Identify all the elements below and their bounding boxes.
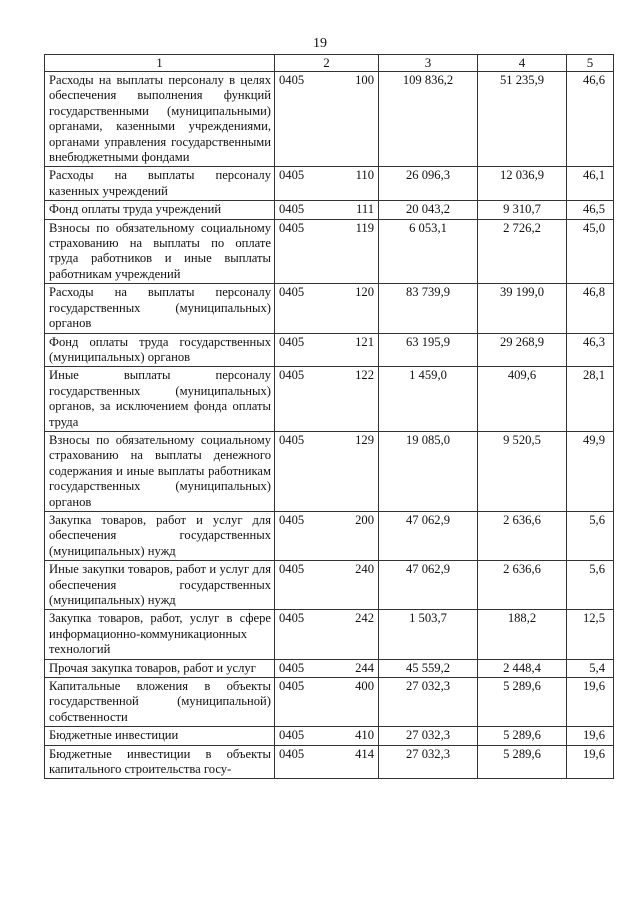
expense-kind-code: 120 xyxy=(355,285,374,300)
section-code: 0405 xyxy=(279,728,305,743)
expense-kind-code: 240 xyxy=(355,562,374,577)
percent-value: 28,1 xyxy=(567,367,614,432)
expense-name: Бюджетные инвестиции xyxy=(45,727,275,745)
expense-kind-code: 242 xyxy=(355,611,374,626)
section-code: 0405 xyxy=(279,368,305,383)
fact-value: 2 636,6 xyxy=(478,561,567,610)
section-code: 0405 xyxy=(279,334,305,349)
fact-value: 2 448,4 xyxy=(478,659,567,677)
plan-value: 19 085,0 xyxy=(379,431,478,511)
percent-value: 5,4 xyxy=(567,659,614,677)
fact-value: 2 726,2 xyxy=(478,219,567,284)
expense-kind-code: 414 xyxy=(355,746,374,761)
expense-kind-code: 110 xyxy=(355,168,374,183)
table-row xyxy=(45,167,614,201)
table-row xyxy=(45,610,614,659)
code-cell xyxy=(275,659,379,677)
plan-value: 109 836,2 xyxy=(379,72,478,167)
expense-name: Закупка товаров, работ и услуг для обеспечения государственных (муниципальных) нужд xyxy=(45,511,275,560)
plan-value: 26 096,3 xyxy=(379,167,478,201)
table-row xyxy=(45,431,614,511)
percent-value: 5,6 xyxy=(567,561,614,610)
fact-value: 5 289,6 xyxy=(478,727,567,745)
code-cell xyxy=(275,678,379,727)
code-cell xyxy=(275,511,379,560)
code-cell xyxy=(275,167,379,201)
code-cell xyxy=(275,219,379,284)
fact-value: 2 636,6 xyxy=(478,511,567,560)
code-cell xyxy=(275,333,379,367)
fact-value: 9 310,7 xyxy=(478,201,567,219)
percent-value: 12,5 xyxy=(567,610,614,659)
table-row xyxy=(45,219,614,284)
table-row xyxy=(45,511,614,560)
code-cell xyxy=(275,367,379,432)
expense-kind-code: 100 xyxy=(355,73,374,87)
code-cell xyxy=(275,72,379,167)
table-row xyxy=(45,284,614,333)
section-code: 0405 xyxy=(279,73,305,87)
expense-kind-code: 200 xyxy=(355,512,374,527)
expense-kind-code: 121 xyxy=(355,334,374,349)
column-header: 4 xyxy=(478,55,567,72)
table-row xyxy=(45,561,614,610)
plan-value: 83 739,9 xyxy=(379,284,478,333)
expense-name: Расходы на выплаты персоналу казенных учреждений xyxy=(45,167,275,201)
expense-name: Иные закупки товаров, работ и услуг для обеспечения государственных (муниципальных) нужд xyxy=(45,561,275,610)
plan-value: 6 053,1 xyxy=(379,219,478,284)
percent-value: 46,8 xyxy=(567,284,614,333)
fact-value: 39 199,0 xyxy=(478,284,567,333)
table-row xyxy=(45,367,614,432)
section-code: 0405 xyxy=(279,168,305,183)
percent-value: 19,6 xyxy=(567,745,614,779)
expense-kind-code: 111 xyxy=(356,202,374,217)
percent-value: 46,3 xyxy=(567,333,614,367)
expense-name: Капитальные вложения в объекты государственной (муниципальной) собственности xyxy=(45,678,275,727)
section-code: 0405 xyxy=(279,202,305,217)
fact-value: 29 268,9 xyxy=(478,333,567,367)
plan-value: 27 032,3 xyxy=(379,727,478,745)
plan-value: 1 459,0 xyxy=(379,367,478,432)
percent-value: 49,9 xyxy=(567,431,614,511)
section-code: 0405 xyxy=(279,611,305,626)
expense-name: Взносы по обязательному социальному страхованию на выплаты по оплате труда работников и иные выплаты работникам учреждений xyxy=(45,219,275,284)
table-row xyxy=(45,72,614,167)
expense-kind-code: 410 xyxy=(355,728,374,743)
plan-value: 45 559,2 xyxy=(379,659,478,677)
fact-value: 188,2 xyxy=(478,610,567,659)
fact-value: 409,6 xyxy=(478,367,567,432)
fact-value: 9 520,5 xyxy=(478,431,567,511)
table-row xyxy=(45,745,614,779)
section-code: 0405 xyxy=(279,285,305,300)
code-cell xyxy=(275,727,379,745)
section-code: 0405 xyxy=(279,562,305,577)
budget-table xyxy=(44,54,614,779)
plan-value: 63 195,9 xyxy=(379,333,478,367)
page-number: 19 xyxy=(313,36,327,51)
plan-value: 27 032,3 xyxy=(379,745,478,779)
expense-kind-code: 129 xyxy=(355,432,374,447)
fact-value: 5 289,6 xyxy=(478,678,567,727)
expense-kind-code: 122 xyxy=(355,368,374,383)
expense-kind-code: 400 xyxy=(355,679,374,694)
percent-value: 5,6 xyxy=(567,511,614,560)
plan-value: 20 043,2 xyxy=(379,201,478,219)
code-cell xyxy=(275,610,379,659)
section-code: 0405 xyxy=(279,660,305,675)
percent-value: 19,6 xyxy=(567,678,614,727)
percent-value: 46,1 xyxy=(567,167,614,201)
percent-value: 19,6 xyxy=(567,727,614,745)
table-row xyxy=(45,659,614,677)
expense-name: Фонд оплаты труда учреждений xyxy=(45,201,275,219)
code-cell xyxy=(275,284,379,333)
percent-value: 45,0 xyxy=(567,219,614,284)
section-code: 0405 xyxy=(279,679,305,694)
plan-value: 27 032,3 xyxy=(379,678,478,727)
code-cell xyxy=(275,431,379,511)
code-cell xyxy=(275,561,379,610)
expense-name: Фонд оплаты труда государственных (муниципальных) органов xyxy=(45,333,275,367)
fact-value: 12 036,9 xyxy=(478,167,567,201)
section-code: 0405 xyxy=(279,432,305,447)
expense-name: Иные выплаты персоналу государственных (муниципальных) органов, за исключением фонда оплаты труда xyxy=(45,367,275,432)
plan-value: 47 062,9 xyxy=(379,511,478,560)
column-header: 5 xyxy=(567,55,614,72)
expense-name: Бюджетные инвестиции в объекты капитального строительства госу- xyxy=(45,745,275,779)
section-code: 0405 xyxy=(279,220,305,235)
table-row xyxy=(45,201,614,219)
expense-name: Закупка товаров, работ, услуг в сфере информационно-коммуникационных технологий xyxy=(45,610,275,659)
plan-value: 47 062,9 xyxy=(379,561,478,610)
column-header: 1 xyxy=(45,55,275,72)
code-cell xyxy=(275,745,379,779)
expense-name: Расходы на выплаты персоналу государственных (муниципальных) органов xyxy=(45,284,275,333)
expense-name: Расходы на выплаты персоналу в целях обеспечения выполнения функций государственными (муниципальными) органами, казенными учреждениями, органами управления государственными внебюджетными фондами xyxy=(45,72,275,167)
fact-value: 5 289,6 xyxy=(478,745,567,779)
column-header: 3 xyxy=(379,55,478,72)
code-cell xyxy=(275,201,379,219)
header-row xyxy=(45,55,614,72)
table-row xyxy=(45,727,614,745)
expense-name: Взносы по обязательному социальному страхованию на выплаты денежного содержания и иные выплаты работникам государственных (муниципальных) органов xyxy=(45,431,275,511)
section-code: 0405 xyxy=(279,512,305,527)
table-row xyxy=(45,333,614,367)
plan-value: 1 503,7 xyxy=(379,610,478,659)
expense-kind-code: 119 xyxy=(355,220,374,235)
section-code: 0405 xyxy=(279,746,305,761)
percent-value: 46,6 xyxy=(567,72,614,167)
expense-kind-code: 244 xyxy=(355,660,374,675)
expense-name: Прочая закупка товаров, работ и услуг xyxy=(45,659,275,677)
table-row xyxy=(45,678,614,727)
fact-value: 51 235,9 xyxy=(478,72,567,167)
column-header: 2 xyxy=(275,55,379,72)
percent-value: 46,5 xyxy=(567,201,614,219)
